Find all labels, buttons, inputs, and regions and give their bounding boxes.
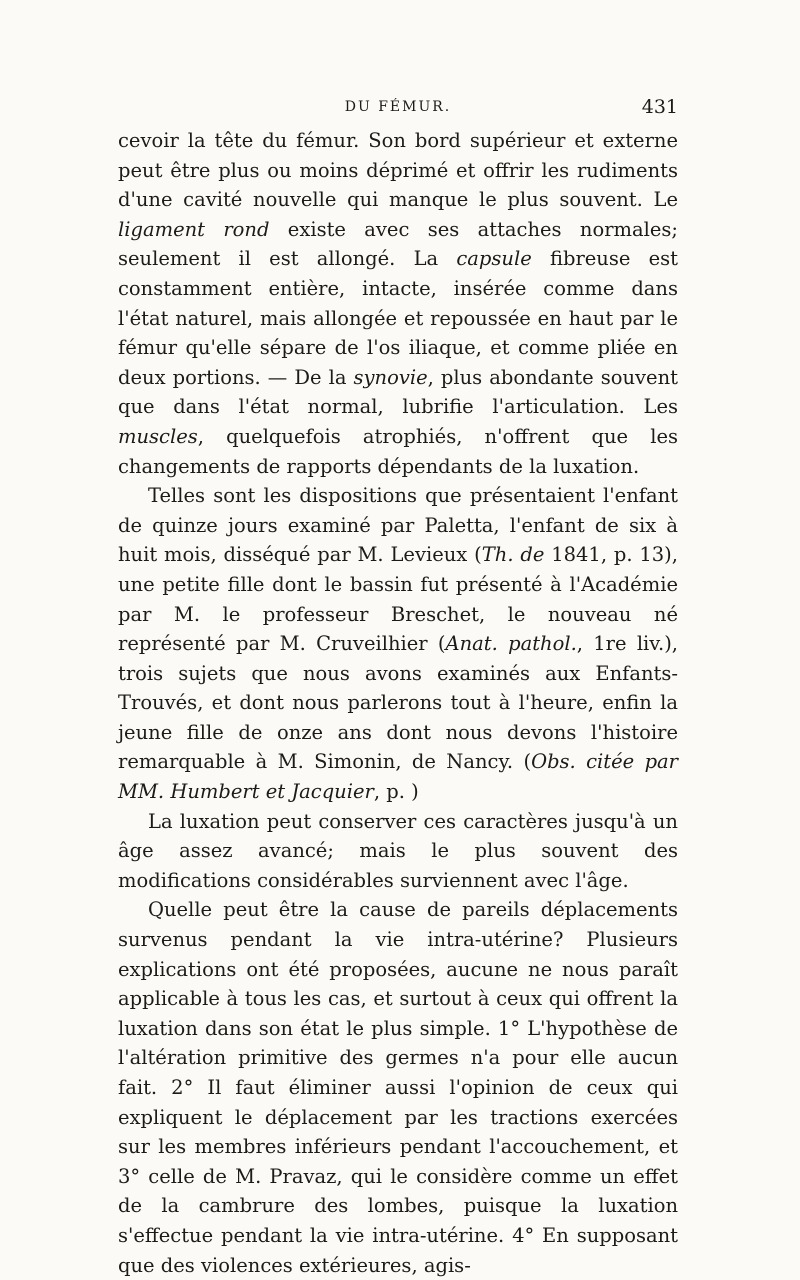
body-text <box>118 126 678 1280</box>
italic-term: synovie <box>353 365 428 389</box>
italic-term: ligament rond <box>118 217 270 241</box>
paragraph: Quelle peut être la cause de pareils déplacements survenus pendant la vie intra-utérine? Plusieurs explications ont été proposées, aucune ne nous paraît applicable à tous les cas, et surtout à ceux qui offrent la luxation dans son état le plus simple. 1° L'hypothèse de l'altération primitive des germes n'a pour elle aucun fait. 2° Il faut éliminer aussi l'opinion de ceux qui expliquent le déplacement par les tractions exercées sur les membres inférieurs pendant l'accouchement, et 3° celle de M. Pravaz, qui le considère comme un effet de la cambrure des lombes, puisque la luxation s'effectue pendant la vie intra-utérine. 4° En supposant que des violences extérieures, agis- <box>118 898 678 1277</box>
italic-citation: Obs. citée par MM. Humbert et Jacquier <box>118 750 679 804</box>
paragraph: Telles sont les dispositions que présentaient l'enfant de quinze jours examiné par Paletta, l'enfant de six à huit mois, disséqué par M. Levieux (Th. de 1841, p. 13), une petite fille dont le bassin fut présenté à l'Académie par M. le professeur Breschet, le nouveau né représenté par M. Cruveilhier (Anat. pathol., 1re liv.), trois sujets que nous avons examinés aux Enfants-Trouvés, et dont nous parlerons tout à l'heure, enfin la jeune fille de onze ans dont nous devons l'histoire remarquable à M. Simonin, de Nancy. (Obs. citée par MM. Humbert et Jacquier, p. ) <box>118 484 679 804</box>
italic-term: capsule <box>456 247 532 271</box>
running-title: DU FÉMUR. <box>344 99 452 115</box>
paragraph-continued: cevoir la tête du fémur. Son bord supérieur et externe peut être plus ou moins déprimé et offrir les rudiments d'une cavité nouvelle qui manque le plus souvent. Le ligament rond existe avec ses attaches normales; seulement il est allongé. La capsule fibreuse est constamment entière, intacte, insérée comme dans l'état naturel, mais allongée et repoussée en haut par le fémur qu'elle sépare de l'os iliaque, et comme pliée en deux portions. — De la synovie, plus abondante souvent que dans l'état normal, lubrifie l'articulation. Les muscles, quelquefois atrophiés, n'offrent que les changements de rapports dépendants de la luxation. <box>118 129 678 478</box>
paragraph: La luxation peut conserver ces caractères jusqu'à un âge assez avancé; mais le plus souvent des modifications considérables surviennent avec l'âge. <box>118 809 678 892</box>
italic-term: muscles <box>118 424 198 448</box>
italic-citation: Th. de <box>481 543 545 567</box>
page-number: 431 <box>641 96 678 118</box>
italic-citation: Anat. pathol. <box>445 632 577 656</box>
running-head <box>118 96 678 120</box>
